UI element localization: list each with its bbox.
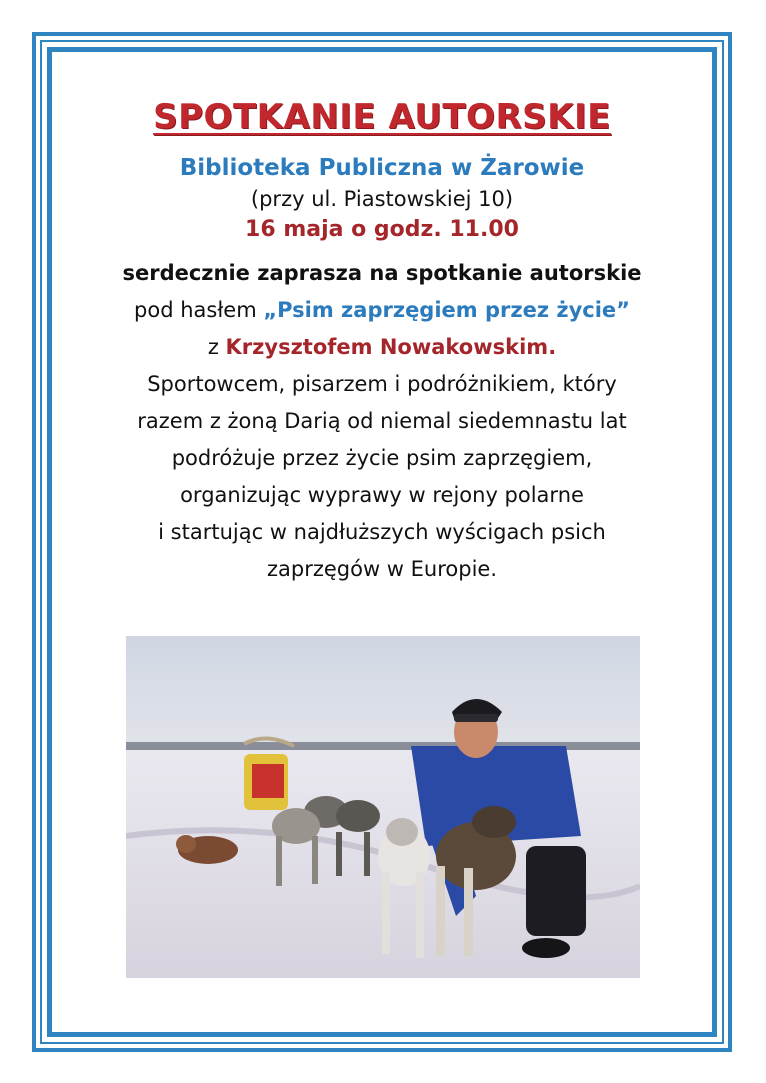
sky bbox=[126, 636, 640, 756]
author-line bbox=[52, 329, 712, 366]
motto-prefix: pod hasłem bbox=[134, 298, 264, 322]
invite-line bbox=[52, 255, 712, 292]
poster-title: SPOTKANIE AUTORSKIE bbox=[153, 97, 611, 137]
sled-dog-photo bbox=[126, 636, 640, 978]
poster-content bbox=[52, 52, 712, 588]
author-name: Krzysztofem Nowakowskim bbox=[225, 335, 549, 359]
event-description bbox=[52, 255, 712, 588]
invite-text: serdecznie zaprasza na spotkanie autorskie bbox=[122, 261, 642, 285]
description-line: i startując w najdłuższych wyścigach psich bbox=[158, 520, 606, 544]
library-address: (przy ul. Piastowskiej 10) bbox=[250, 187, 514, 211]
description-line: Sportowcem, pisarzem i podróżnikiem, który bbox=[147, 372, 617, 396]
author-suffix: . bbox=[548, 335, 557, 359]
event-date: 16 maja o godz. 11.00 bbox=[245, 217, 519, 242]
description-line: razem z żoną Darią od niemal siedemnastu lat bbox=[137, 409, 627, 433]
description-line: zaprzęgów w Europie. bbox=[266, 557, 498, 581]
description-line: podróżuje przez życie psim zaprzęgiem, bbox=[171, 446, 593, 470]
description-line: organizując wyprawy w rejony polarne bbox=[180, 483, 584, 507]
motto-text: „Psim zaprzęgiem przez życie” bbox=[263, 298, 630, 322]
author-prefix: z bbox=[207, 335, 226, 359]
motto-line bbox=[52, 292, 712, 329]
library-name: Biblioteka Publiczna w Żarowie bbox=[179, 155, 585, 181]
